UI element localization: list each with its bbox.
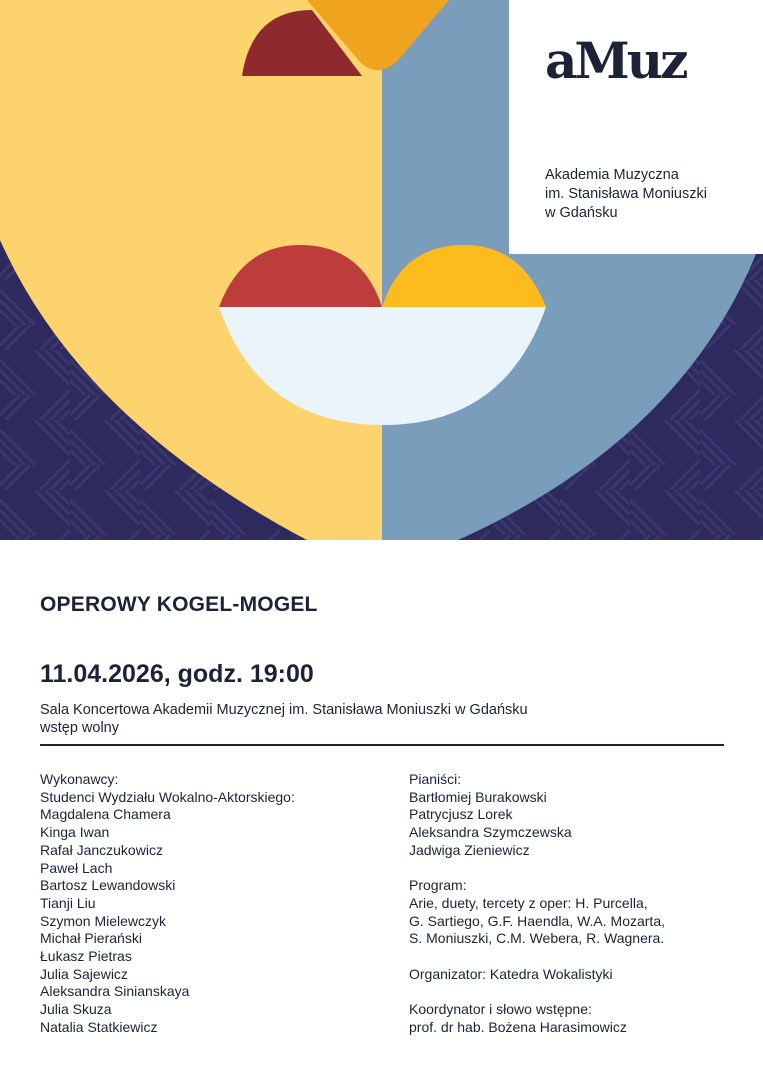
event-datetime: 11.04.2026, godz. 19:00 (40, 660, 314, 688)
performers-column (40, 771, 295, 1037)
performer-name: Kinga Iwan (40, 824, 110, 841)
performer-name: Magdalena Chamera (40, 806, 171, 823)
amuz-logo: aMuz (545, 31, 686, 90)
spacer (409, 948, 665, 966)
performer-name: Paweł Lach (40, 859, 113, 876)
performers-group: Studenci Wydziału Wokalno-Aktorskiego: (40, 788, 295, 805)
academy-line-1: Akademia Muzyczna (545, 167, 679, 183)
performer-name: Łukasz Pietras (40, 948, 132, 965)
coordinator-heading: Koordynator i słowo wstępne: (409, 1001, 592, 1018)
performers-heading: Wykonawcy: (40, 771, 119, 787)
performer-name: Natalia Statkiewicz (40, 1018, 158, 1035)
event-venue-block (40, 701, 528, 737)
pianist-name: Aleksandra Szymczewska (409, 824, 572, 841)
event-admission: wstęp wolny (40, 720, 119, 736)
spacer (409, 860, 665, 878)
academy-line-3: w Gdańsku (545, 205, 618, 221)
program-heading: Program: (409, 877, 467, 894)
info-column (409, 771, 665, 1037)
academy-name (545, 166, 707, 223)
performer-name: Bartosz Lewandowski (40, 877, 176, 894)
program-line: G. Sartiego, G.F. Haendla, W.A. Mozarta, (409, 912, 665, 929)
spacer (409, 983, 665, 1001)
academy-line-2: im. Stanisława Moniuszki (545, 186, 707, 202)
event-venue: Sala Koncertowa Akademii Muzycznej im. Stanisława Moniuszki w Gdańsku (40, 702, 528, 718)
program-line: S. Moniuszki, C.M. Webera, R. Wagnera. (409, 930, 665, 947)
performer-name: Julia Sajewicz (40, 965, 128, 982)
program-line: Arie, duety, tercety z oper: H. Purcella, (409, 894, 648, 911)
event-title: OPEROWY KOGEL-MOGEL (40, 593, 318, 616)
performer-name: Rafał Janczukowicz (40, 841, 163, 858)
divider (40, 744, 724, 746)
performer-name: Szymon Mielewczyk (40, 912, 167, 929)
pianist-name: Patrycjusz Lorek (409, 806, 513, 823)
performer-name: Michał Pierański (40, 930, 142, 947)
organizer: Organizator: Katedra Wokalistyki (409, 965, 613, 982)
performer-name: Tianji Liu (40, 894, 96, 911)
logo-panel (509, 0, 763, 254)
performer-name: Julia Skuza (40, 1001, 112, 1018)
coordinator-name: prof. dr hab. Bożena Harasimowicz (409, 1018, 627, 1035)
pianist-name: Bartłomiej Burakowski (409, 788, 547, 805)
pianist-name: Jadwiga Zieniewicz (409, 841, 530, 858)
pianists-heading: Pianiści: (409, 771, 462, 787)
performer-name: Aleksandra Sinianskaya (40, 983, 190, 1000)
